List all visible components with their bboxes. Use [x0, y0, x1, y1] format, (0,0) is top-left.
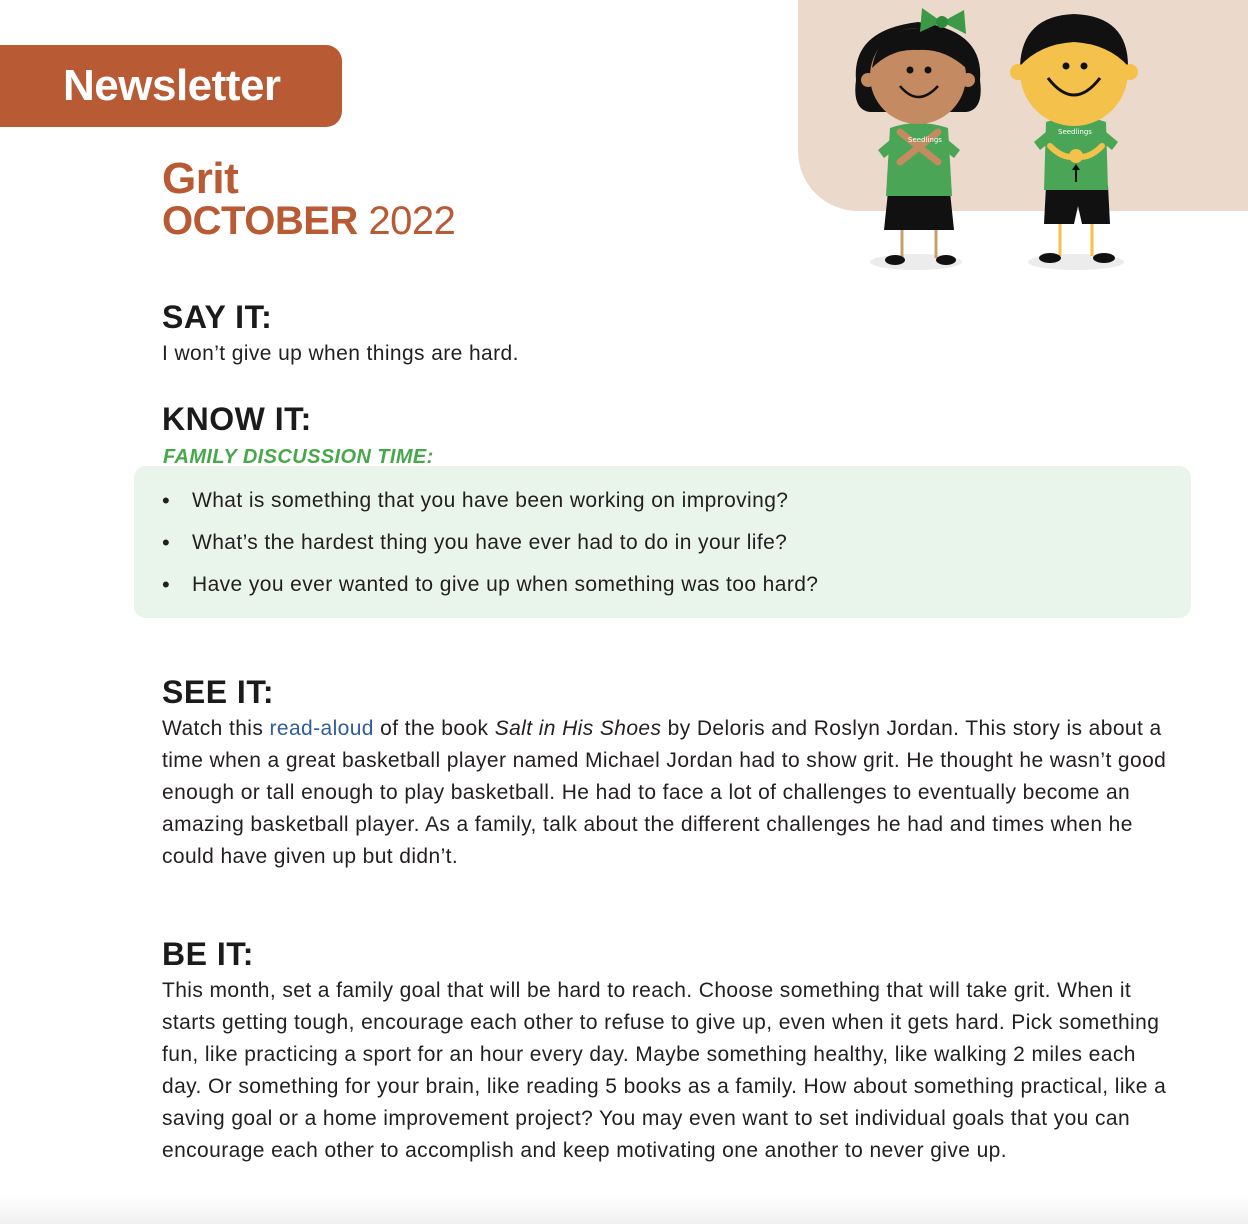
see-it-text-start: Watch this [162, 717, 270, 740]
topic-title: Grit [162, 154, 239, 203]
boy-figure [1010, 14, 1138, 263]
know-it-heading: KNOW IT: [162, 401, 312, 437]
bullet-icon: • [162, 572, 171, 597]
kids-illustration [838, 0, 1158, 280]
bullet-icon: • [162, 488, 171, 513]
question-text: Have you ever wanted to give up when something was too hard? [192, 573, 819, 596]
bullet-icon: • [162, 530, 171, 555]
be-it-text: This month, set a family goal that will be hard to reach. Choose something that will take grit. When it starts getting tough, encourage each other to refuse to give up, even when it gets hard. Pick something fun, like practicing a sport for an hour every day. Maybe something healthy, like walking 2 miles each day. Or something for your brain, like reading 5 books as a family. How about something practical, like a saving goal or a home improvement project? You may even want to set individual goals that you can encourage each other to accomplish and keep motivating one another to never give up. [162, 979, 1167, 1162]
newsletter-tag: Newsletter [0, 45, 342, 127]
book-title: Salt in His Shoes [494, 717, 662, 740]
say-it-heading: SAY IT: [162, 299, 273, 335]
issue-year: 2022 [368, 199, 456, 243]
girl-shirt-text: Seedlings [908, 136, 942, 144]
issue-month: OCTOBER [162, 199, 358, 243]
question-text: What is something that you have been working on improving? [192, 489, 789, 512]
list-item [162, 481, 818, 523]
family-discussion-label: FAMILY DISCUSSION TIME: [163, 446, 434, 468]
read-aloud-link[interactable]: read-aloud [269, 717, 374, 740]
list-item [162, 565, 818, 607]
page-bottom-edge [0, 1196, 1248, 1224]
see-it-heading: SEE IT: [162, 674, 274, 710]
list-item [162, 523, 818, 565]
question-text: What’s the hardest thing you have ever had to do in your life? [192, 531, 788, 554]
see-it-text [162, 713, 1182, 873]
boy-shirt-text: Seedlings [1058, 128, 1092, 136]
issue-date [162, 199, 455, 244]
see-it-text-mid: of the book [373, 717, 495, 740]
be-it-heading: BE IT: [162, 936, 254, 972]
girl-figure [855, 8, 980, 265]
see-it-text-rest: by Deloris and Roslyn Jordan. This story is about a time when a great basketball player named Michael Jordan had to show grit. He thought he wasn’t good enough or tall enough to play basketball. He had to face a lot of challenges to eventually become an amazing basketball player. As a family, talk about the different challenges he had and times when he could have given up but didn’t. [162, 717, 1167, 868]
discussion-questions [162, 481, 818, 607]
say-it-text: I won’t give up when things are hard. [162, 342, 519, 365]
